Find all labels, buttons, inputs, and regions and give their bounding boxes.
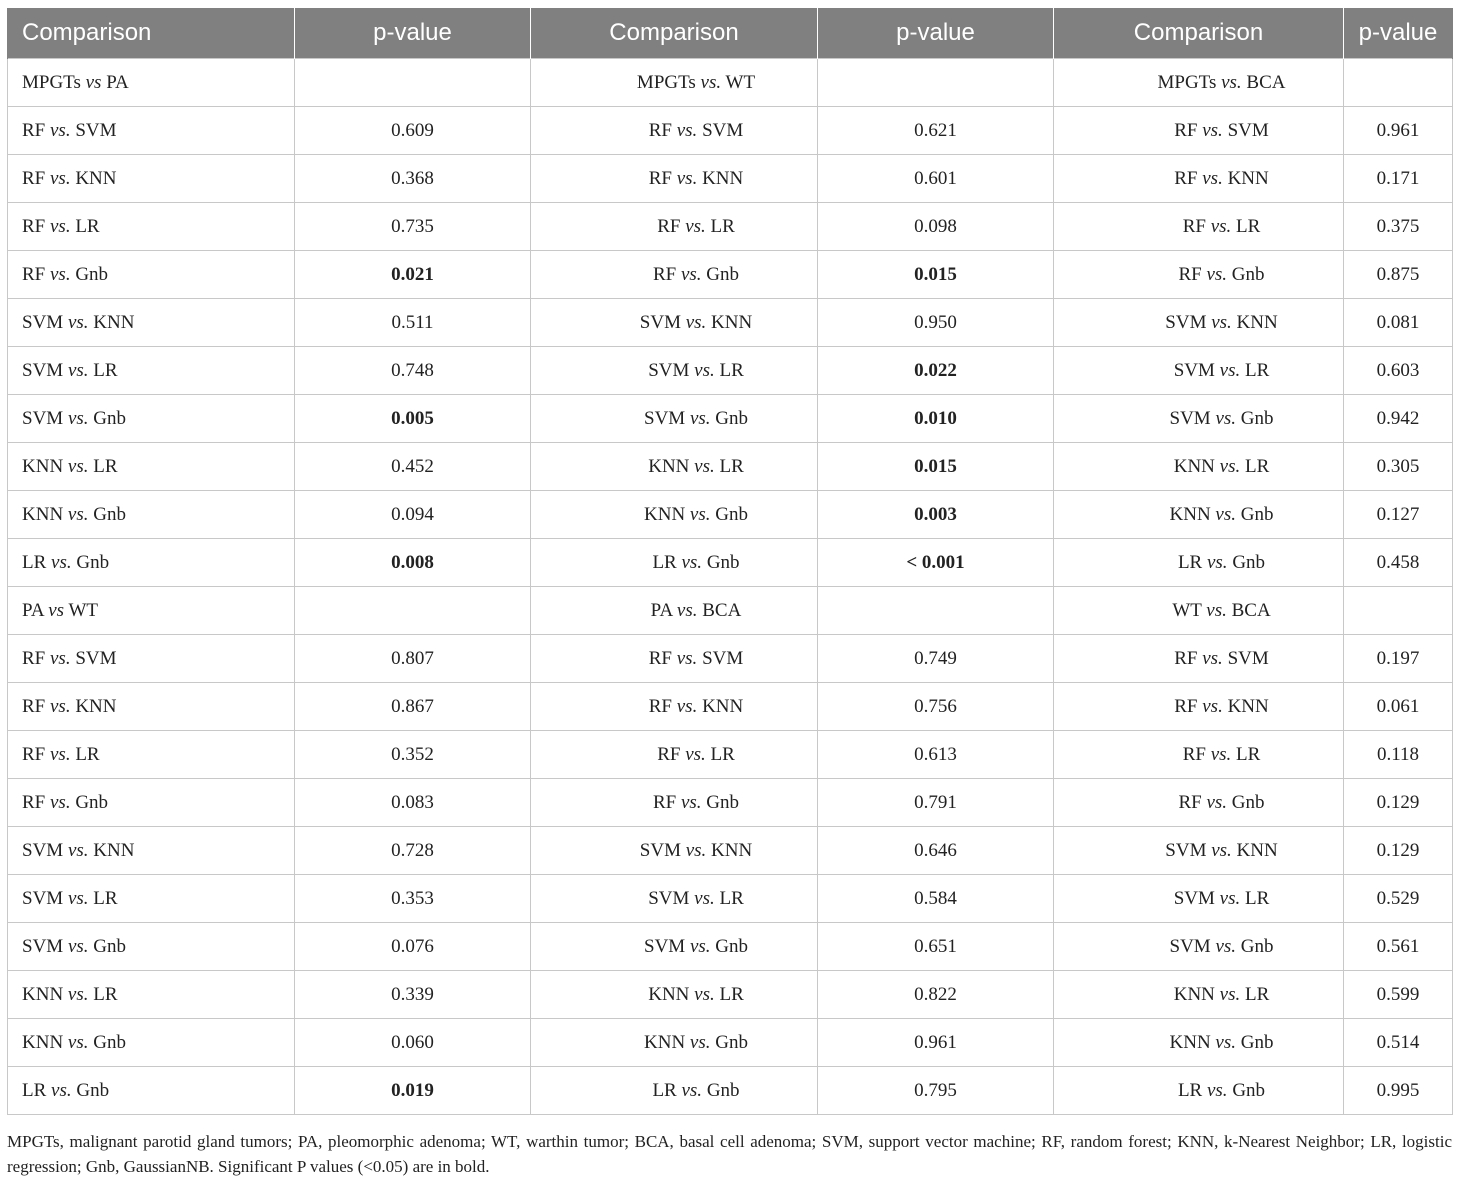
pvalue-cell: 0.339	[295, 971, 531, 1019]
pvalue-cell: 0.061	[1344, 683, 1453, 731]
pvalue-cell: 0.003	[818, 491, 1054, 539]
empty-cell	[295, 587, 531, 635]
header-pvalue-2: p-value	[818, 8, 1054, 59]
comparison-cell: RF vs. KNN	[8, 683, 295, 731]
comparison-cell: RF vs. KNN	[531, 683, 818, 731]
pvalue-cell: 0.728	[295, 827, 531, 875]
comparison-cell: RF vs. KNN	[1054, 155, 1344, 203]
comparison-cell: RF vs. SVM	[1054, 635, 1344, 683]
pvalue-cell: 0.511	[295, 299, 531, 347]
pvalue-cell: 0.081	[1344, 299, 1453, 347]
comparison-cell: RF vs. LR	[1054, 731, 1344, 779]
comparison-cell: RF vs. SVM	[8, 635, 295, 683]
pvalue-cell: 0.083	[295, 779, 531, 827]
empty-cell	[295, 59, 531, 107]
comparison-cell: LR vs. Gnb	[1054, 1067, 1344, 1115]
comparison-cell: RF vs. Gnb	[8, 779, 295, 827]
group-label: MPGTs vs. WT	[531, 59, 818, 107]
pvalue-cell: 0.005	[295, 395, 531, 443]
pvalue-cell: 0.621	[818, 107, 1054, 155]
pvalue-cell: 0.008	[295, 539, 531, 587]
comparison-cell: RF vs. LR	[531, 731, 818, 779]
comparison-cell: RF vs. KNN	[531, 155, 818, 203]
comparison-cell: SVM vs. LR	[531, 347, 818, 395]
pvalue-cell: 0.961	[818, 1019, 1054, 1067]
comparison-cell: RF vs. Gnb	[531, 251, 818, 299]
header-row	[8, 8, 1453, 59]
table-row	[8, 107, 1453, 155]
comparison-cell: RF vs. Gnb	[531, 779, 818, 827]
pvalue-cell: 0.375	[1344, 203, 1453, 251]
table-row	[8, 1067, 1453, 1115]
comparison-cell: SVM vs. KNN	[8, 299, 295, 347]
pvalue-cell: 0.352	[295, 731, 531, 779]
comparison-cell: RF vs. SVM	[531, 107, 818, 155]
header-comparison-3: Comparison	[1054, 8, 1344, 59]
pvalue-cell: 0.749	[818, 635, 1054, 683]
pvalue-cell: 0.021	[295, 251, 531, 299]
pvalue-cell: 0.171	[1344, 155, 1453, 203]
pvalue-cell: 0.646	[818, 827, 1054, 875]
table-row	[8, 827, 1453, 875]
empty-cell	[1344, 587, 1453, 635]
pvalue-cell: 0.748	[295, 347, 531, 395]
table-row	[8, 251, 1453, 299]
table-row	[8, 779, 1453, 827]
table-row	[8, 347, 1453, 395]
table-row	[8, 155, 1453, 203]
table-row	[8, 491, 1453, 539]
pvalue-cell: 0.118	[1344, 731, 1453, 779]
table-row	[8, 683, 1453, 731]
group-label: WT vs. BCA	[1054, 587, 1344, 635]
pvalue-cell: 0.129	[1344, 827, 1453, 875]
comparison-cell: RF vs. Gnb	[1054, 251, 1344, 299]
comparison-cell: SVM vs. LR	[8, 875, 295, 923]
group-row	[8, 59, 1453, 107]
empty-cell	[1344, 59, 1453, 107]
pvalue-cell: 0.584	[818, 875, 1054, 923]
header-comparison-1: Comparison	[8, 8, 295, 59]
table-row	[8, 635, 1453, 683]
pvalue-cell: 0.561	[1344, 923, 1453, 971]
comparison-cell: RF vs. SVM	[8, 107, 295, 155]
table-row	[8, 539, 1453, 587]
comparison-cell: SVM vs. Gnb	[1054, 923, 1344, 971]
table-row	[8, 971, 1453, 1019]
header-pvalue-3: p-value	[1344, 8, 1453, 59]
group-label: PA vs WT	[8, 587, 295, 635]
comparison-cell: RF vs. KNN	[1054, 683, 1344, 731]
pvalue-cell: 0.458	[1344, 539, 1453, 587]
comparison-cell: KNN vs. Gnb	[8, 491, 295, 539]
table-row	[8, 875, 1453, 923]
comparison-cell: SVM vs. LR	[1054, 347, 1344, 395]
pvalue-cell: 0.127	[1344, 491, 1453, 539]
table-row	[8, 299, 1453, 347]
group-row	[8, 587, 1453, 635]
pvalue-cell: 0.867	[295, 683, 531, 731]
comparison-cell: RF vs. KNN	[8, 155, 295, 203]
pvalue-cell: 0.875	[1344, 251, 1453, 299]
comparison-cell: KNN vs. Gnb	[531, 491, 818, 539]
pvalue-comparison-table	[7, 8, 1453, 1115]
pvalue-cell: 0.529	[1344, 875, 1453, 923]
comparison-cell: KNN vs. LR	[8, 443, 295, 491]
pvalue-cell: 0.613	[818, 731, 1054, 779]
comparison-cell: KNN vs. LR	[531, 971, 818, 1019]
comparison-cell: KNN vs. LR	[1054, 971, 1344, 1019]
comparison-cell: SVM vs. LR	[8, 347, 295, 395]
comparison-cell: SVM vs. KNN	[531, 827, 818, 875]
pvalue-cell: 0.735	[295, 203, 531, 251]
comparison-cell: SVM vs. LR	[1054, 875, 1344, 923]
pvalue-cell: 0.791	[818, 779, 1054, 827]
empty-cell	[818, 587, 1054, 635]
comparison-cell: LR vs. Gnb	[1054, 539, 1344, 587]
pvalue-cell: 0.609	[295, 107, 531, 155]
pvalue-cell: 0.076	[295, 923, 531, 971]
comparison-cell: KNN vs. LR	[1054, 443, 1344, 491]
comparison-cell: RF vs. Gnb	[1054, 779, 1344, 827]
table-row	[8, 923, 1453, 971]
comparison-cell: LR vs. Gnb	[8, 1067, 295, 1115]
comparison-cell: SVM vs. LR	[531, 875, 818, 923]
comparison-cell: KNN vs. LR	[531, 443, 818, 491]
pvalue-cell: 0.452	[295, 443, 531, 491]
pvalue-cell: 0.599	[1344, 971, 1453, 1019]
pvalue-cell: 0.060	[295, 1019, 531, 1067]
pvalue-cell: 0.961	[1344, 107, 1453, 155]
comparison-cell: SVM vs. KNN	[8, 827, 295, 875]
table-row	[8, 203, 1453, 251]
comparison-cell: KNN vs. Gnb	[1054, 491, 1344, 539]
pvalue-cell: 0.950	[818, 299, 1054, 347]
pvalue-cell: < 0.001	[818, 539, 1054, 587]
comparison-cell: KNN vs. Gnb	[8, 1019, 295, 1067]
comparison-cell: RF vs. LR	[8, 731, 295, 779]
comparison-cell: KNN vs. LR	[8, 971, 295, 1019]
pvalue-cell: 0.019	[295, 1067, 531, 1115]
comparison-cell: SVM vs. Gnb	[1054, 395, 1344, 443]
pvalue-cell: 0.010	[818, 395, 1054, 443]
comparison-cell: KNN vs. Gnb	[1054, 1019, 1344, 1067]
comparison-cell: RF vs. LR	[1054, 203, 1344, 251]
group-label: MPGTs vs PA	[8, 59, 295, 107]
comparison-cell: SVM vs. Gnb	[8, 395, 295, 443]
pvalue-cell: 0.353	[295, 875, 531, 923]
header-pvalue-1: p-value	[295, 8, 531, 59]
comparison-cell: SVM vs. KNN	[531, 299, 818, 347]
pvalue-cell: 0.756	[818, 683, 1054, 731]
comparison-cell: SVM vs. Gnb	[531, 923, 818, 971]
pvalue-cell: 0.197	[1344, 635, 1453, 683]
comparison-cell: SVM vs. Gnb	[8, 923, 295, 971]
header-comparison-2: Comparison	[531, 8, 818, 59]
group-label: MPGTs vs. BCA	[1054, 59, 1344, 107]
comparison-cell: RF vs. SVM	[1054, 107, 1344, 155]
comparison-cell: LR vs. Gnb	[531, 1067, 818, 1115]
pvalue-cell: 0.942	[1344, 395, 1453, 443]
comparison-cell: LR vs. Gnb	[531, 539, 818, 587]
empty-cell	[818, 59, 1054, 107]
pvalue-cell: 0.995	[1344, 1067, 1453, 1115]
comparison-cell: LR vs. Gnb	[8, 539, 295, 587]
pvalue-cell: 0.015	[818, 251, 1054, 299]
comparison-cell: RF vs. SVM	[531, 635, 818, 683]
pvalue-cell: 0.651	[818, 923, 1054, 971]
comparison-cell: SVM vs. KNN	[1054, 299, 1344, 347]
table-row	[8, 1019, 1453, 1067]
pvalue-cell: 0.015	[818, 443, 1054, 491]
comparison-cell: KNN vs. Gnb	[531, 1019, 818, 1067]
pvalue-cell: 0.795	[818, 1067, 1054, 1115]
comparison-cell: RF vs. LR	[8, 203, 295, 251]
comparison-cell: SVM vs. KNN	[1054, 827, 1344, 875]
pvalue-cell: 0.603	[1344, 347, 1453, 395]
pvalue-cell: 0.094	[295, 491, 531, 539]
pvalue-cell: 0.807	[295, 635, 531, 683]
table-row	[8, 443, 1453, 491]
pvalue-cell: 0.305	[1344, 443, 1453, 491]
table-footnote: MPGTs, malignant parotid gland tumors; PA, pleomorphic adenoma; WT, warthin tumor; BCA, basal cell adenoma; SVM, support vector machine; RF, random forest; KNN, k-Nearest Neighbor; LR, logistic regression; Gnb, GaussianNB. Significant P values (<0.05) are in bold.	[7, 1132, 1452, 1176]
comparison-cell: SVM vs. Gnb	[531, 395, 818, 443]
pvalue-cell: 0.822	[818, 971, 1054, 1019]
pvalue-cell: 0.601	[818, 155, 1054, 203]
group-label: PA vs. BCA	[531, 587, 818, 635]
pvalue-cell: 0.022	[818, 347, 1054, 395]
pvalue-cell: 0.514	[1344, 1019, 1453, 1067]
pvalue-cell: 0.129	[1344, 779, 1453, 827]
table-header	[8, 8, 1453, 59]
table-row	[8, 395, 1453, 443]
pvalue-cell: 0.368	[295, 155, 531, 203]
comparison-cell: RF vs. LR	[531, 203, 818, 251]
pvalue-cell: 0.098	[818, 203, 1054, 251]
comparison-cell: RF vs. Gnb	[8, 251, 295, 299]
results-table-container	[7, 8, 1452, 1115]
table-row	[8, 731, 1453, 779]
table-body	[8, 59, 1453, 1115]
